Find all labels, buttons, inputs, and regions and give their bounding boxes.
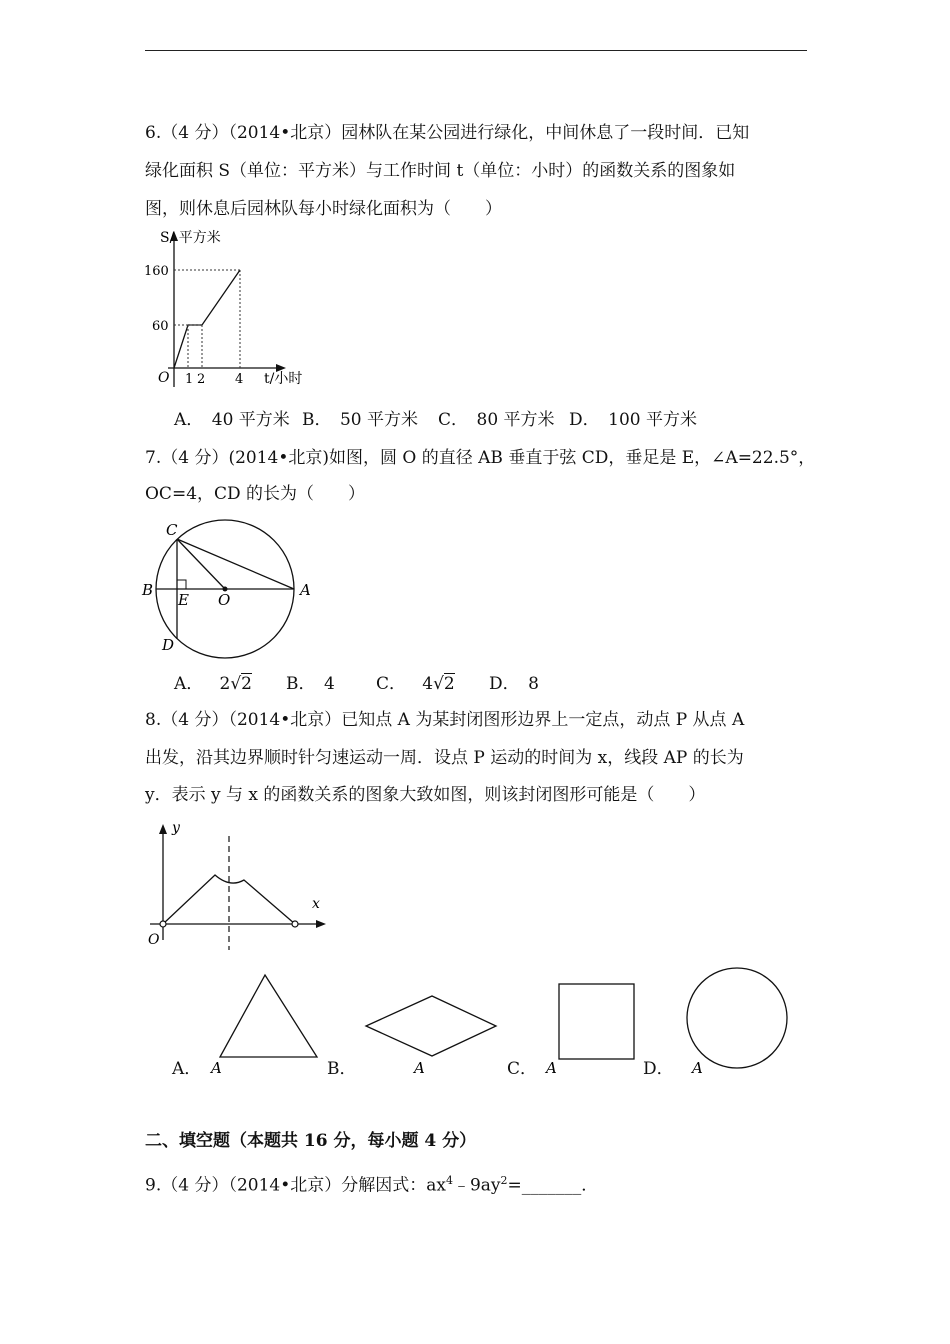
q9-mid: ﹣9ay [452, 1175, 501, 1196]
q8-text-line1: 8.（4 分）（2014•北京）已知点 A 为某封闭图形边界上一定点，动点 P 从点 A [145, 710, 745, 730]
q8-x-label: x [312, 896, 320, 912]
q7-option-c-coef: 4 [422, 674, 434, 694]
q6-y-tick-60: 60 [152, 319, 169, 334]
q7-segment-co [177, 539, 225, 589]
q7-option-a-coef: 2 [219, 674, 231, 694]
q7-option-a[interactable] [174, 674, 252, 694]
q6-text-line3: 图，则休息后园林队每小时绿化面积为（ ） [145, 199, 502, 219]
q9-exp1: 4 [445, 1174, 453, 1187]
q7-label-d: D [162, 636, 175, 654]
q7-option-a-label: A． [174, 674, 204, 694]
q8-a-point-label: A [414, 1059, 425, 1077]
q8-shape-triangle [205, 970, 325, 1080]
q8-y-arrow [159, 824, 167, 834]
section2-title: 二、填空题（本题共 16 分，每小题 4 分） [145, 1131, 477, 1151]
q6-x-tick-1: 1 [185, 372, 194, 387]
q7-label-b: B [142, 581, 154, 599]
q8-option-d[interactable]: D． [643, 1059, 674, 1079]
q6-option-d[interactable]: D． 100 平方米 [569, 410, 697, 430]
sqrt-icon: √ [433, 674, 444, 694]
q6-text-line2: 绿化面积 S（单位：平方米）与工作时间 t（单位：小时）的函数关系的图象如 [145, 161, 736, 181]
q8-a-point-label: A [211, 1059, 222, 1077]
q6-y-label: S/ 平方米 [160, 230, 221, 246]
sqrt-icon: √ [230, 674, 242, 694]
q8-a-point-label: A [692, 1059, 703, 1077]
q6-graph [140, 225, 340, 405]
q8-option-c[interactable]: C． [507, 1059, 538, 1079]
q8-shape-square [540, 978, 645, 1078]
q6-function-line [174, 270, 240, 368]
q7-label-a: A [300, 581, 311, 599]
triangle-shape [220, 975, 317, 1057]
q8-origin: O [148, 932, 160, 948]
q8-end-point [292, 921, 298, 927]
q7-label-e: E [178, 591, 189, 609]
q8-start-point [160, 921, 166, 927]
q7-label-o: O [218, 591, 231, 609]
q7-label-c: C [166, 521, 178, 539]
q9-prefix: 9.（4 分）（2014•北京）分解因式：ax [145, 1175, 446, 1196]
q6-y-tick-160: 160 [144, 264, 169, 279]
q8-x-arrow [316, 920, 326, 928]
q7-text-line2: OC=4，CD 的长为（ ） [145, 484, 366, 504]
q6-option-c[interactable]: C． 80 平方米 [438, 410, 555, 430]
q7-option-c-label: C． [376, 674, 407, 694]
q8-text-line3: y．表示 y 与 x 的函数关系的图象大致如图，则该封闭图形可能是（ ） [145, 785, 706, 805]
q8-y-label: y [172, 820, 180, 836]
q9-text [145, 1171, 598, 1196]
q7-option-c[interactable] [376, 674, 455, 694]
q6-option-b[interactable]: B． 50 平方米 [302, 410, 419, 430]
q9-exp2: 2 [500, 1174, 508, 1187]
q7-right-angle-mark [177, 580, 186, 589]
q7-segment-ca [177, 539, 294, 589]
q6-x-label: t/小时 [264, 371, 303, 387]
q6-option-a[interactable]: A． 40 平方米 [174, 410, 290, 430]
q7-option-c-radicand: 2 [443, 674, 455, 694]
q7-text-line1: 7.（4 分）(2014•北京)如图，圆 O 的直径 AB 垂直于弦 CD，垂足是 E，∠A=22.5°， [145, 448, 816, 468]
q7-option-b[interactable]: B． 4 [286, 674, 335, 694]
q6-x-tick-2: 2 [197, 372, 206, 387]
q6-text-line1: 6.（4 分）（2014•北京）园林队在某公园进行绿化，中间休息了一段时间．已知 [145, 123, 750, 143]
q8-option-b[interactable]: B． [327, 1059, 357, 1079]
circle-shape [687, 968, 787, 1068]
q8-graph [140, 820, 340, 955]
q8-text-line2: 出发，沿其边界顺时针匀速运动一周．设点 P 运动的时间为 x，线段 AP 的长为 [145, 748, 744, 768]
header-rule [145, 50, 807, 51]
q9-answer-blank[interactable]: =_______． [507, 1175, 599, 1196]
q8-option-a[interactable]: A． [172, 1059, 202, 1079]
q6-origin: O [158, 370, 170, 386]
q6-x-tick-4: 4 [235, 372, 244, 387]
q7-option-a-radicand: 2 [241, 674, 252, 694]
q7-option-d[interactable]: D． 8 [489, 674, 539, 694]
rhombus-shape [366, 996, 496, 1056]
q8-a-point-label: A [546, 1059, 557, 1077]
q8-shape-rhombus [360, 990, 505, 1080]
q7-circle-figure [138, 518, 318, 658]
square-shape [559, 984, 634, 1059]
q8-shape-circle [680, 962, 800, 1078]
